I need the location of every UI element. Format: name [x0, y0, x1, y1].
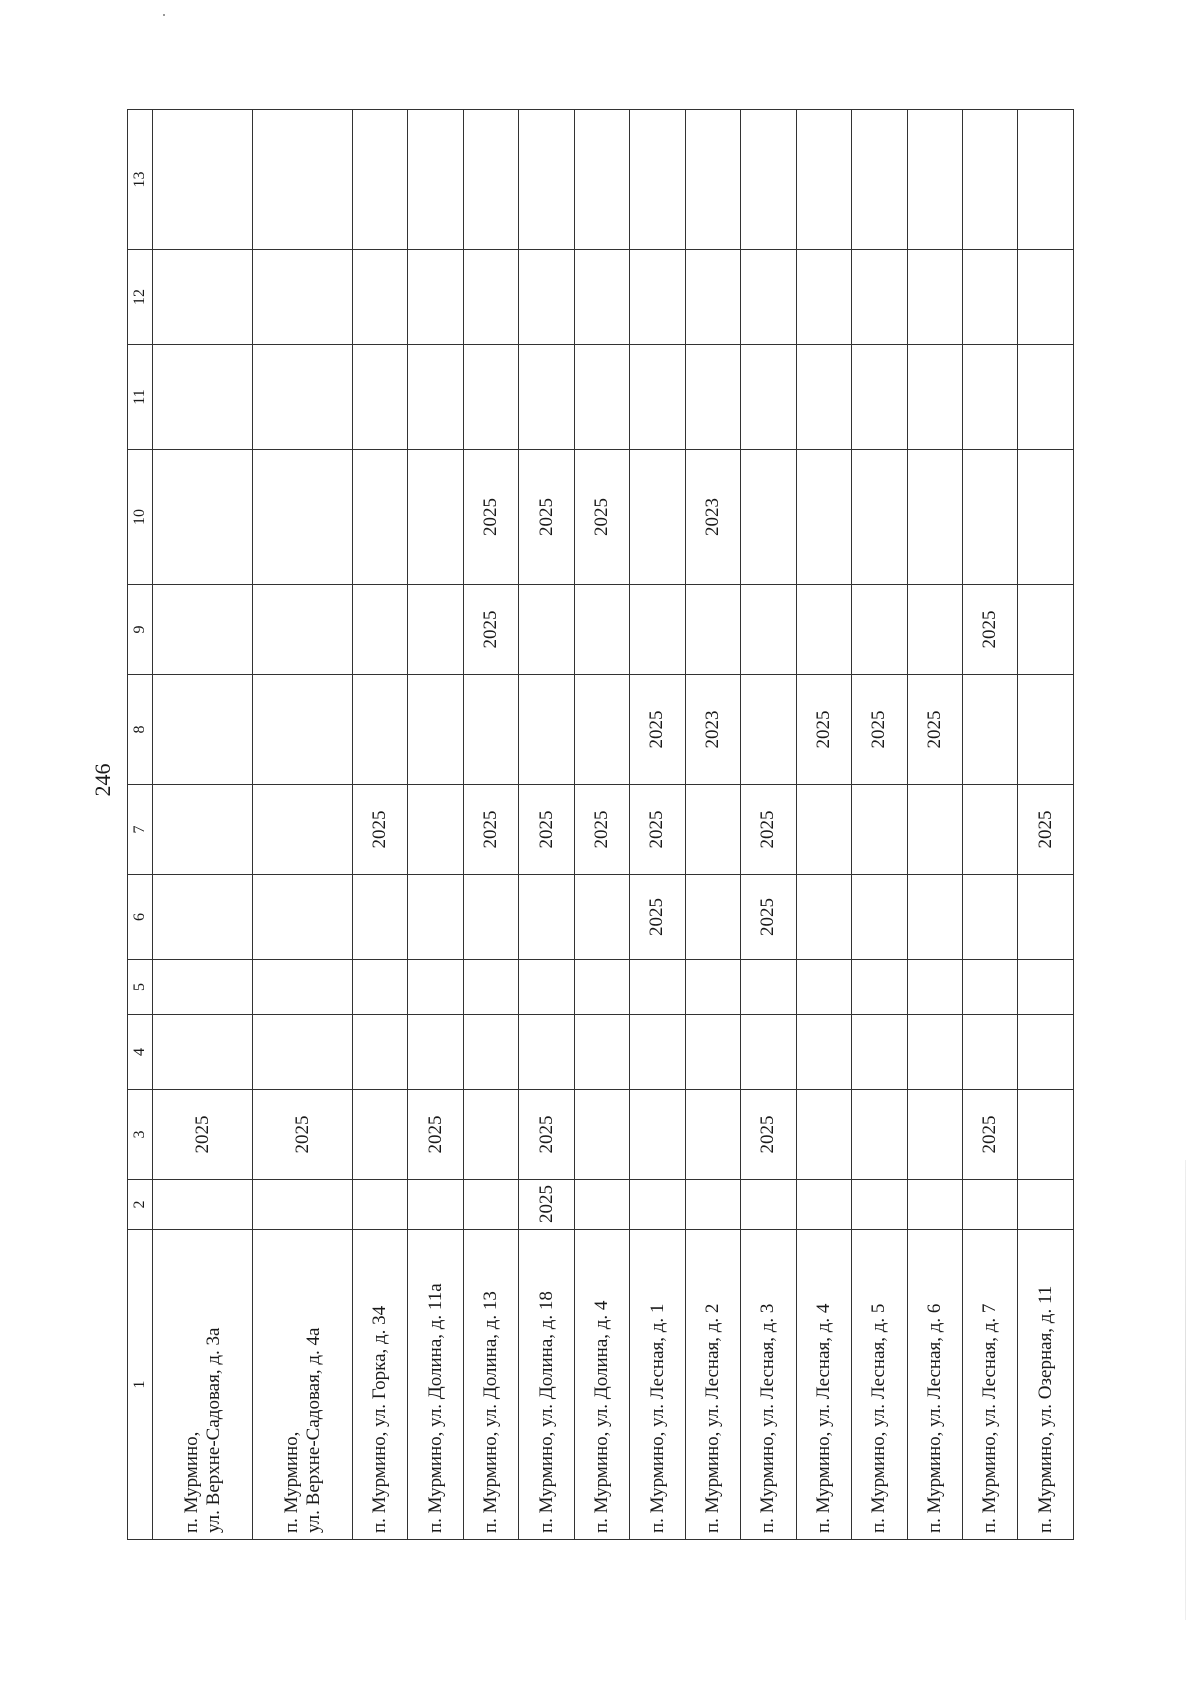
year-cell — [353, 1090, 408, 1180]
year-cell — [796, 960, 851, 1015]
year-cell — [408, 450, 463, 585]
year-cell — [1018, 345, 1074, 450]
year-cell: 2025 — [574, 450, 629, 585]
year-cell: 2025 — [463, 785, 518, 875]
year-cell — [630, 960, 685, 1015]
year-cell — [408, 585, 463, 675]
year-cell — [519, 675, 574, 785]
year-cell — [463, 875, 518, 960]
year-cell — [962, 1015, 1017, 1090]
year-cell — [907, 875, 962, 960]
year-cell — [353, 1180, 408, 1230]
year-cell — [153, 110, 253, 250]
year-cell — [962, 875, 1017, 960]
year-cell — [1018, 875, 1074, 960]
address-cell: п. Мурмино, ул. Горка, д. 34 — [353, 1230, 408, 1540]
year-cell — [852, 1090, 907, 1180]
year-cell — [852, 875, 907, 960]
year-cell — [1018, 250, 1074, 345]
year-cell — [408, 1180, 463, 1230]
year-cell — [1018, 675, 1074, 785]
year-cell — [630, 450, 685, 585]
year-cell — [907, 960, 962, 1015]
year-cell — [741, 1015, 796, 1090]
address-cell: п. Мурмино, ул. Лесная, д. 7 — [962, 1230, 1017, 1540]
year-cell — [463, 1015, 518, 1090]
year-cell — [907, 345, 962, 450]
year-cell — [741, 110, 796, 250]
year-cell — [630, 1015, 685, 1090]
year-cell — [353, 250, 408, 345]
year-cell — [741, 345, 796, 450]
year-cell — [574, 960, 629, 1015]
year-cell — [741, 675, 796, 785]
year-cell — [1018, 1090, 1074, 1180]
year-cell — [907, 585, 962, 675]
year-cell: 2025 — [574, 785, 629, 875]
year-cell — [685, 1090, 740, 1180]
year-cell — [253, 345, 353, 450]
year-cell — [153, 785, 253, 875]
year-cell: 2025 — [519, 1090, 574, 1180]
year-cell — [907, 1180, 962, 1230]
year-cell — [796, 250, 851, 345]
table-row — [907, 110, 962, 1540]
year-cell — [1018, 960, 1074, 1015]
year-cell — [519, 250, 574, 345]
year-cell — [353, 585, 408, 675]
year-cell — [685, 345, 740, 450]
address-cell: п. Мурмино, ул. Верхне-Садовая, д. 4а — [253, 1230, 353, 1540]
address-cell: п. Мурмино, ул. Озерная, д. 11 — [1018, 1230, 1074, 1540]
year-cell — [574, 1090, 629, 1180]
table-row — [463, 110, 518, 1540]
year-cell — [962, 345, 1017, 450]
column-header-11: 11 — [128, 345, 153, 450]
year-cell — [741, 250, 796, 345]
year-cell — [463, 1180, 518, 1230]
year-cell — [907, 1090, 962, 1180]
year-cell: 2025 — [519, 450, 574, 585]
year-cell — [1018, 450, 1074, 585]
year-cell — [153, 1180, 253, 1230]
column-header-3: 3 — [128, 1090, 153, 1180]
year-cell — [685, 960, 740, 1015]
year-cell — [408, 875, 463, 960]
year-cell: 2025 — [1018, 785, 1074, 875]
column-header-1: 1 — [128, 1230, 153, 1540]
column-header-13: 13 — [128, 110, 153, 250]
year-cell: 2025 — [796, 675, 851, 785]
address-cell: п. Мурмино, ул. Лесная, д. 4 — [796, 1230, 851, 1540]
year-cell: 2025 — [630, 675, 685, 785]
year-cell — [796, 875, 851, 960]
year-cell — [741, 585, 796, 675]
year-cell — [463, 1090, 518, 1180]
year-cell — [630, 585, 685, 675]
column-header-6: 6 — [128, 875, 153, 960]
year-cell — [408, 960, 463, 1015]
year-cell: 2025 — [907, 675, 962, 785]
year-cell — [463, 345, 518, 450]
year-cell — [153, 1015, 253, 1090]
year-cell — [630, 250, 685, 345]
table-row — [519, 110, 574, 1540]
year-cell — [907, 110, 962, 250]
table-row — [408, 110, 463, 1540]
year-cell — [962, 250, 1017, 345]
year-cell — [796, 450, 851, 585]
year-cell — [852, 585, 907, 675]
year-cell — [253, 960, 353, 1015]
year-cell — [463, 960, 518, 1015]
table-row — [253, 110, 353, 1540]
year-cell: 2025 — [741, 1090, 796, 1180]
year-cell — [1018, 585, 1074, 675]
year-cell — [852, 450, 907, 585]
year-cell — [796, 1180, 851, 1230]
year-cell — [574, 585, 629, 675]
year-cell — [153, 585, 253, 675]
year-cell: 2025 — [741, 875, 796, 960]
year-cell — [907, 450, 962, 585]
year-cell — [353, 450, 408, 585]
year-cell — [574, 1180, 629, 1230]
year-cell — [253, 1180, 353, 1230]
year-cell — [353, 1015, 408, 1090]
column-header-8: 8 — [128, 675, 153, 785]
year-cell — [153, 250, 253, 345]
year-cell: 2023 — [685, 675, 740, 785]
year-cell — [353, 675, 408, 785]
year-cell — [574, 875, 629, 960]
year-cell — [852, 1180, 907, 1230]
year-cell — [574, 250, 629, 345]
year-cell — [519, 1015, 574, 1090]
year-cell — [962, 785, 1017, 875]
year-cell — [1018, 1180, 1074, 1230]
table-row — [741, 110, 796, 1540]
address-cell: п. Мурмино, ул. Долина, д. 4 — [574, 1230, 629, 1540]
year-cell — [685, 110, 740, 250]
year-cell — [685, 585, 740, 675]
year-cell — [962, 1180, 1017, 1230]
year-cell — [796, 1090, 851, 1180]
year-cell — [353, 875, 408, 960]
year-cell — [630, 1090, 685, 1180]
table-row — [962, 110, 1017, 1540]
year-cell — [852, 110, 907, 250]
address-cell: п. Мурмино, ул. Долина, д. 13 — [463, 1230, 518, 1540]
table-row — [353, 110, 408, 1540]
year-cell — [796, 1015, 851, 1090]
year-cell — [962, 675, 1017, 785]
year-cell: 2025 — [463, 450, 518, 585]
year-cell: 2025 — [519, 1180, 574, 1230]
year-cell — [153, 450, 253, 585]
year-cell — [153, 960, 253, 1015]
column-header-7: 7 — [128, 785, 153, 875]
year-cell: 2025 — [741, 785, 796, 875]
year-cell: 2023 — [685, 450, 740, 585]
schedule-table-container — [127, 110, 1074, 1540]
year-cell: 2025 — [353, 785, 408, 875]
year-cell — [519, 585, 574, 675]
year-cell — [685, 875, 740, 960]
year-cell: 2025 — [519, 785, 574, 875]
year-cell — [574, 110, 629, 250]
year-cell — [962, 110, 1017, 250]
year-cell — [463, 250, 518, 345]
year-cell: 2025 — [630, 875, 685, 960]
year-cell — [353, 960, 408, 1015]
year-cell — [852, 345, 907, 450]
year-cell — [408, 345, 463, 450]
schedule-table — [127, 109, 1074, 1540]
year-cell — [253, 450, 353, 585]
year-cell — [852, 785, 907, 875]
column-header-12: 12 — [128, 250, 153, 345]
year-cell — [685, 1015, 740, 1090]
year-cell: 2025 — [962, 585, 1017, 675]
year-cell — [685, 1180, 740, 1230]
year-cell — [796, 785, 851, 875]
year-cell — [574, 675, 629, 785]
year-cell — [408, 785, 463, 875]
column-header-9: 9 — [128, 585, 153, 675]
year-cell: 2025 — [962, 1090, 1017, 1180]
column-header-10: 10 — [128, 450, 153, 585]
year-cell — [741, 450, 796, 585]
year-cell — [852, 250, 907, 345]
year-cell — [962, 450, 1017, 585]
address-cell: п. Мурмино, ул. Долина, д. 18 — [519, 1230, 574, 1540]
year-cell — [408, 675, 463, 785]
year-cell — [463, 675, 518, 785]
year-cell — [253, 110, 353, 250]
year-cell — [253, 785, 353, 875]
year-cell — [253, 585, 353, 675]
year-cell — [796, 345, 851, 450]
scan-speck — [163, 14, 165, 16]
address-cell: п. Мурмино, ул. Лесная, д. 1 — [630, 1230, 685, 1540]
table-row — [630, 110, 685, 1540]
year-cell — [463, 110, 518, 250]
year-cell — [907, 250, 962, 345]
year-cell — [153, 875, 253, 960]
year-cell — [685, 250, 740, 345]
year-cell — [741, 1180, 796, 1230]
scan-edge-noise — [1185, 1160, 1186, 1620]
year-cell — [1018, 110, 1074, 250]
page-number: 246 — [90, 763, 115, 797]
year-cell — [796, 585, 851, 675]
year-cell — [353, 345, 408, 450]
table-row — [852, 110, 907, 1540]
table-row — [574, 110, 629, 1540]
address-cell: п. Мурмино, ул. Лесная, д. 2 — [685, 1230, 740, 1540]
year-cell: 2025 — [852, 675, 907, 785]
year-cell — [907, 1015, 962, 1090]
year-cell: 2025 — [630, 785, 685, 875]
year-cell — [519, 960, 574, 1015]
year-cell — [519, 345, 574, 450]
year-cell: 2025 — [253, 1090, 353, 1180]
year-cell — [574, 345, 629, 450]
table-row — [153, 110, 253, 1540]
year-cell — [253, 875, 353, 960]
column-header-5: 5 — [128, 960, 153, 1015]
year-cell — [962, 960, 1017, 1015]
year-cell — [519, 875, 574, 960]
year-cell — [519, 110, 574, 250]
table-row — [685, 110, 740, 1540]
year-cell — [353, 110, 408, 250]
year-cell — [741, 960, 796, 1015]
year-cell — [630, 1180, 685, 1230]
year-cell — [796, 110, 851, 250]
year-cell: 2025 — [153, 1090, 253, 1180]
year-cell — [574, 1015, 629, 1090]
year-cell — [852, 960, 907, 1015]
column-header-4: 4 — [128, 1015, 153, 1090]
address-cell: п. Мурмино, ул. Долина, д. 11а — [408, 1230, 463, 1540]
table-row — [796, 110, 851, 1540]
year-cell — [153, 675, 253, 785]
year-cell — [907, 785, 962, 875]
address-cell: п. Мурмино, ул. Лесная, д. 6 — [907, 1230, 962, 1540]
address-cell: п. Мурмино, ул. Верхне-Садовая, д. 3а — [153, 1230, 253, 1540]
table-row — [1018, 110, 1074, 1540]
address-cell: п. Мурмино, ул. Лесная, д. 5 — [852, 1230, 907, 1540]
year-cell — [408, 1015, 463, 1090]
year-cell — [630, 345, 685, 450]
year-cell — [253, 250, 353, 345]
year-cell — [408, 110, 463, 250]
address-cell: п. Мурмино, ул. Лесная, д. 3 — [741, 1230, 796, 1540]
year-cell — [253, 675, 353, 785]
year-cell: 2025 — [463, 585, 518, 675]
year-cell: 2025 — [408, 1090, 463, 1180]
year-cell — [408, 250, 463, 345]
year-cell — [153, 345, 253, 450]
year-cell — [1018, 1015, 1074, 1090]
year-cell — [253, 1015, 353, 1090]
column-number-row — [128, 110, 153, 1540]
year-cell — [630, 110, 685, 250]
column-header-2: 2 — [128, 1180, 153, 1230]
year-cell — [685, 785, 740, 875]
year-cell — [852, 1015, 907, 1090]
